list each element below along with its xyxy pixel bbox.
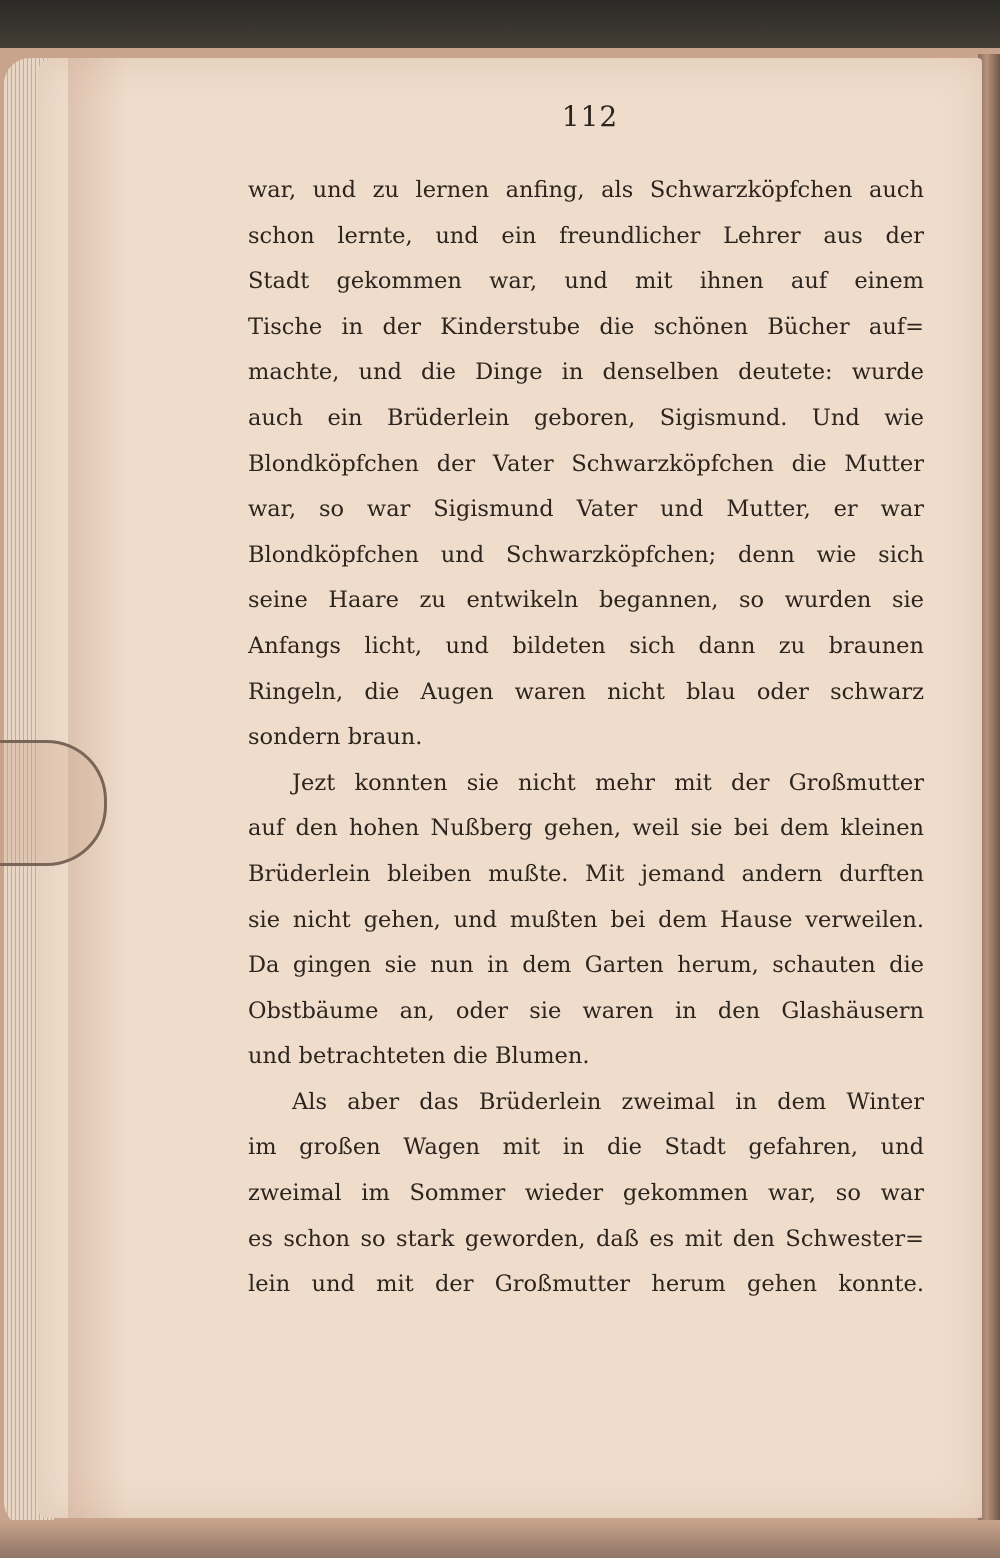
text-line: Tische in der Kinderstube die schönen Bücher auf= [248, 313, 924, 340]
text-line: Obstbäume an, oder sie waren in den Glashäusern [248, 997, 924, 1024]
text-line: Blondköpfchen und Schwarzköpfchen; denn wie sich [248, 541, 924, 568]
text-line: im großen Wagen mit in die Stadt gefahren, und [248, 1134, 924, 1161]
text-line: es schon so stark geworden, daß es mit den Schwester= [248, 1225, 924, 1252]
text-line: Stadt gekommen war, und mit ihnen auf einem [248, 268, 924, 295]
text-line: war, so war Sigismund Vater und Mutter, er war [248, 496, 924, 523]
text-line: auch ein Brüderlein geboren, Sigismund. Und wie [248, 404, 924, 431]
text-line: Ringeln, die Augen waren nicht blau oder schwarz [248, 678, 924, 705]
body-text [248, 168, 924, 1308]
text-line: seine Haare zu entwikeln begannen, so wurden sie [248, 587, 924, 614]
text-line: und betrachteten die Blumen. [248, 1043, 590, 1070]
text-line: Anfangs licht, und bildeten sich dann zu braunen [248, 632, 924, 659]
text-line: Blondköpfchen der Vater Schwarzköpfchen die Mutter [248, 450, 924, 477]
text-line: Als aber das Brüderlein zweimal in dem Winter [292, 1088, 924, 1115]
book-bottom-edge [0, 1520, 1000, 1558]
page-number: 112 [561, 100, 619, 133]
text-line: Jezt konnten sie nicht mehr mit der Großmutter [292, 769, 924, 796]
text-line: Da gingen sie nun in dem Garten herum, schauten die [248, 952, 924, 979]
text-line: schon lernte, und ein freundlicher Lehrer aus der [248, 222, 924, 249]
text-line: Brüderlein bleiben mußte. Mit jemand andern durften [248, 860, 924, 887]
text-line: war, und zu lernen anfing, als Schwarzköpfchen auch [248, 177, 924, 203]
text-line: sondern braun. [248, 724, 423, 751]
text-line: lein und mit der Großmutter herum gehen konnte. [248, 1271, 924, 1298]
text-line: auf den hohen Nußberg gehen, weil sie bei dem kleinen [248, 815, 924, 842]
text-line: machte, und die Dinge in denselben deutete: wurde [248, 359, 924, 386]
text-line: sie nicht gehen, und mußten bei dem Hause verweilen. [248, 906, 924, 933]
text-line: zweimal im Sommer wieder gekommen war, so war [248, 1180, 924, 1207]
